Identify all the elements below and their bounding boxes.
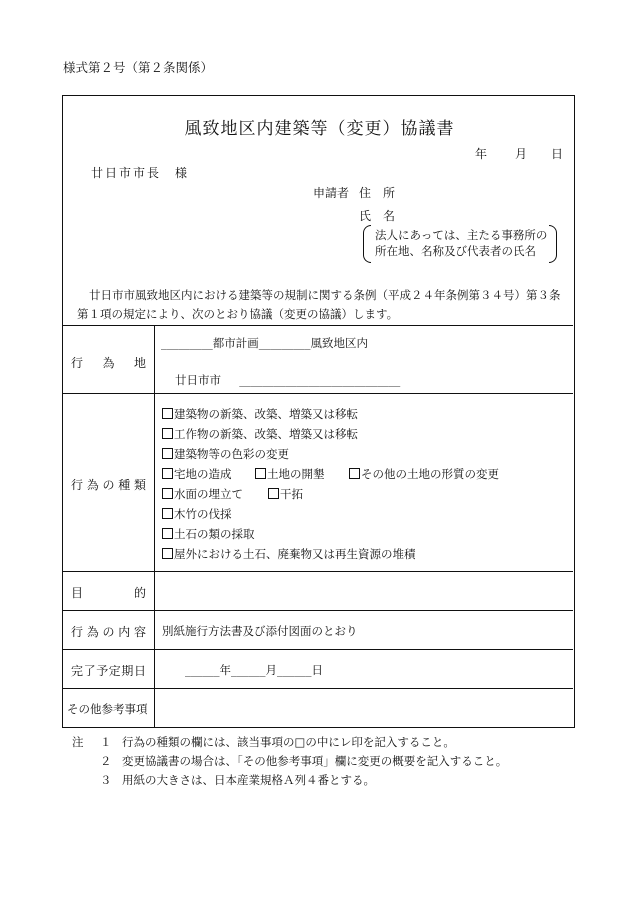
checkbox[interactable]: [162, 408, 173, 419]
note-number: １: [100, 735, 112, 749]
month-text: 月: [265, 663, 277, 677]
label-char: 行: [71, 625, 84, 639]
name-label: 氏 名: [359, 209, 396, 223]
date-line: [475, 145, 563, 162]
checkbox[interactable]: [268, 488, 279, 499]
notes: [72, 733, 507, 790]
row-divider: [63, 688, 573, 689]
other-notes-label: その他参考事項: [67, 702, 148, 716]
activity-type-label: [63, 476, 154, 493]
date-month-label: 月: [515, 147, 528, 161]
purpose-field[interactable]: [159, 574, 569, 608]
checkbox-item[interactable]: [162, 546, 416, 562]
location-label: [63, 354, 154, 371]
label-char: 日: [133, 664, 146, 678]
checkbox[interactable]: [162, 528, 173, 539]
checkbox-label: 木竹の伐採: [174, 507, 232, 521]
label-char: 為: [102, 356, 115, 370]
statement-text: 廿日市市風致地区内における建築等の規制に関する条例（平成２４年条例第３４号）第３条第１項の規定により、次のとおり協議（変更の協議）します。: [77, 288, 561, 321]
checkbox-item[interactable]: [162, 486, 243, 502]
label-char: 行: [71, 478, 84, 492]
form-number: 様式第２号（第２条関係）: [63, 60, 214, 75]
corporate-note-line2: 所在地、名称及び代表者の氏名: [375, 244, 536, 258]
content-label: [63, 623, 154, 640]
blank: _________: [258, 336, 311, 350]
label-char: の: [102, 625, 115, 639]
checkbox-label: その他の土地の形質の変更: [361, 467, 499, 481]
checkbox-item[interactable]: [162, 526, 255, 542]
addressee: 廿日市市長 様: [91, 166, 190, 180]
blank: ____________________________: [239, 373, 401, 387]
checkbox-label: 屋外における土石、廃棄物又は再生資源の堆積: [174, 547, 416, 561]
label-char: 定: [108, 664, 121, 678]
note-text: 変更協議書の場合は、「その他参考事項」欄に変更の概要を記入すること。: [122, 754, 508, 768]
label-char: 的: [133, 586, 146, 600]
completion-date-label: [63, 662, 154, 679]
checkbox[interactable]: [162, 488, 173, 499]
address-label: 住 所: [359, 186, 396, 200]
blank: ______: [231, 663, 266, 677]
checkbox-label: 工作物の新築、改築、増築又は移転: [174, 427, 358, 441]
row-divider: [63, 571, 573, 572]
notes-heading: 注: [72, 735, 84, 749]
blank: ______: [185, 663, 220, 677]
column-divider: [154, 325, 155, 727]
content-value[interactable]: 別紙施行方法書及び添付図面のとおり: [162, 624, 358, 638]
date-year-label: 年: [475, 147, 488, 161]
left-bracket: [363, 225, 371, 263]
location-line2[interactable]: [175, 372, 400, 388]
label-char: 期: [121, 664, 134, 678]
completion-date-field[interactable]: [185, 662, 323, 678]
label-char: 行: [71, 356, 84, 370]
label-char: 完: [71, 664, 84, 678]
checkbox-item[interactable]: [349, 466, 499, 482]
corporate-note: [363, 225, 557, 263]
row-divider: [63, 649, 573, 650]
note-number: ２: [100, 754, 112, 768]
label-char: 種: [118, 478, 131, 492]
checkbox-label: 建築物等の色彩の変更: [174, 447, 289, 461]
checkbox[interactable]: [162, 448, 173, 459]
purpose-label: [63, 584, 154, 601]
checkbox[interactable]: [162, 468, 173, 479]
label-char: 為: [86, 625, 99, 639]
label-char: の: [102, 478, 115, 492]
checkbox-item[interactable]: [162, 466, 232, 482]
checkbox-label: 土地の開墾: [267, 467, 325, 481]
checkbox[interactable]: [162, 428, 173, 439]
checkbox[interactable]: [162, 508, 173, 519]
corporate-note-line1: 法人にあっては、主たる事務所の: [375, 228, 548, 242]
checkbox-label: 宅地の造成: [174, 467, 232, 481]
date-day-label: 日: [551, 147, 564, 161]
location-text: 都市計画: [212, 336, 259, 350]
form-frame: [62, 95, 575, 728]
checkbox[interactable]: [162, 548, 173, 559]
applicant-label: 申請者: [313, 186, 350, 200]
note-item: [72, 771, 507, 790]
right-bracket: [549, 225, 557, 263]
checkbox[interactable]: [349, 468, 360, 479]
label-char: 了: [83, 664, 96, 678]
checkbox-label: 土石の類の採取: [174, 527, 255, 541]
city-text: 廿日市市: [175, 373, 221, 387]
location-line1[interactable]: [161, 335, 368, 351]
note-number: ３: [100, 773, 112, 787]
label-char: 為: [86, 478, 99, 492]
label-char: 地: [133, 356, 146, 370]
checkbox-item[interactable]: [162, 406, 358, 422]
checkbox-item[interactable]: [162, 446, 289, 462]
note-item: [72, 733, 507, 752]
checkbox-label: 干拓: [280, 487, 303, 501]
other-notes-field[interactable]: [159, 691, 569, 725]
checkbox[interactable]: [255, 468, 266, 479]
checkbox-item[interactable]: [268, 486, 303, 502]
location-text: 風致地区内: [310, 336, 368, 350]
note-item: [72, 752, 507, 771]
label-char: 類: [133, 478, 146, 492]
checkbox-label: 建築物の新築、改築、増築又は移転: [174, 407, 358, 421]
day-text: 日: [311, 663, 323, 677]
label-char: 予: [96, 664, 109, 678]
label-char: 容: [133, 625, 146, 639]
year-text: 年: [219, 663, 231, 677]
blank: _________: [161, 336, 213, 350]
row-divider: [63, 610, 573, 611]
checkbox-item[interactable]: [255, 466, 325, 482]
label-char: 内: [118, 625, 131, 639]
table-top-border: [63, 325, 573, 326]
note-text: 行為の種類の欄には、該当事項の□の中にレ印を記入すること。: [122, 735, 455, 749]
label-char: 目: [71, 586, 84, 600]
checkbox-item[interactable]: [162, 506, 232, 522]
checkbox-item[interactable]: [162, 426, 358, 442]
checkbox-label: 水面の埋立て: [174, 487, 243, 501]
row-divider: [63, 393, 573, 394]
form-title: 風致地区内建築等（変更）協議書: [184, 119, 455, 139]
note-text: 用紙の大きさは、日本産業規格Ａ列４番とする。: [122, 773, 375, 787]
blank: ______: [277, 663, 312, 677]
